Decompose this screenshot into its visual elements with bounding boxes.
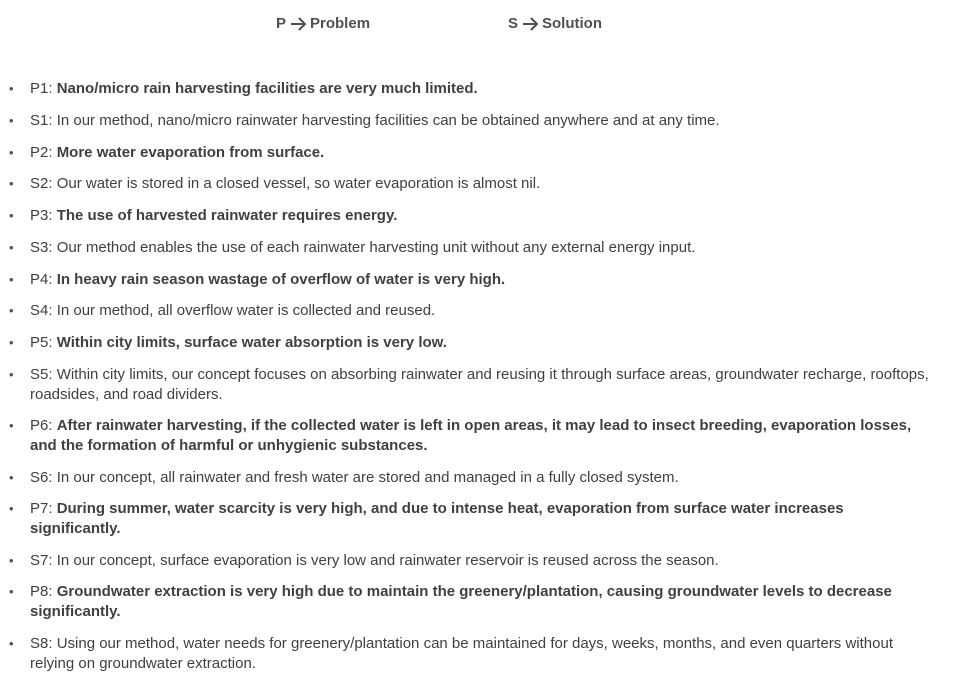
list-item (9, 468, 930, 488)
item-code: P1: (30, 80, 57, 97)
item-code: P5: (30, 334, 57, 351)
item-code: S1: (30, 112, 57, 129)
legend-solution (508, 15, 602, 32)
bullet-icon: • (9, 208, 14, 223)
item-code: S7: (30, 552, 57, 569)
item-text: Our water is stored in a closed vessel, so water evaporation is almost nil. (56, 175, 541, 192)
bullet-icon: • (9, 240, 14, 255)
list-item (9, 365, 930, 404)
bullet-icon: • (9, 553, 14, 568)
item-text: Nano/micro rain harvesting facilities are very much limited. (56, 80, 478, 97)
list-item (9, 551, 930, 571)
list-item (9, 333, 930, 353)
list-item (9, 301, 930, 321)
list-item (9, 416, 930, 455)
item-text: After rainwater harvesting, if the collected water is left in open areas, it may lead to insect breeding, evaporation losses, and the formation of harmful or unhygienic substances. (30, 417, 912, 454)
item-code: S6: (30, 469, 57, 486)
item-code: P6: (30, 417, 57, 434)
list-item (9, 174, 930, 194)
legend-problem-key: P (276, 15, 287, 32)
legend-solution-key: S (508, 15, 519, 32)
list-item (9, 143, 930, 163)
item-code: S4: (30, 302, 57, 319)
arrow-right-icon (290, 17, 307, 31)
item-code: P7: (30, 500, 57, 517)
item-text: In our concept, surface evaporation is very low and rainwater reservoir is reused across the season. (56, 552, 719, 569)
legend-solution-label: Solution (542, 15, 603, 32)
item-text: Using our method, water needs for greenery/plantation can be maintained for days, weeks, months, and even quarters without relying on groundwater extraction. (30, 635, 893, 672)
list-item (9, 79, 930, 99)
bullet-icon: • (9, 335, 14, 350)
list-item (9, 270, 930, 290)
bullet-icon: • (9, 470, 14, 485)
bullet-icon: • (9, 272, 14, 287)
item-code: S2: (30, 175, 57, 192)
item-code: P8: (30, 583, 57, 600)
list-item (9, 582, 930, 621)
item-text: In our concept, all rainwater and fresh water are stored and managed in a fully closed system. (56, 469, 679, 486)
legend-problem-label: Problem (310, 15, 371, 32)
list-item (9, 111, 930, 131)
item-code: P3: (30, 207, 57, 224)
item-text: In our method, nano/micro rainwater harvesting facilities can be obtained anywhere and at any time. (56, 112, 720, 129)
legend-problem (276, 15, 370, 32)
list-item (9, 206, 930, 226)
item-code: S5: (30, 366, 57, 383)
item-text: During summer, water scarcity is very high, and due to intense heat, evaporation from surface water increases significantly. (30, 500, 844, 537)
bullet-icon: • (9, 113, 14, 128)
item-code: P4: (30, 271, 57, 288)
item-code: S3: (30, 239, 57, 256)
item-text: Our method enables the use of each rainwater harvesting unit without any external energy input. (56, 239, 696, 256)
item-text: More water evaporation from surface. (56, 144, 325, 161)
bullet-icon: • (9, 584, 14, 599)
bullet-icon: • (9, 176, 14, 191)
bullet-icon: • (9, 145, 14, 160)
bullet-icon: • (9, 303, 14, 318)
item-text: Within city limits, our concept focuses on absorbing rainwater and reusing it through surface areas, groundwater recharge, rooftops, roadsides, and road dividers. (30, 366, 929, 403)
item-code: P2: (30, 144, 57, 161)
item-text: In heavy rain season wastage of overflow of water is very high. (56, 271, 506, 288)
arrow-right-icon (522, 17, 539, 31)
item-code: S8: (30, 635, 57, 652)
list-item (9, 499, 930, 538)
bullet-icon: • (9, 501, 14, 516)
bullet-icon: • (9, 367, 14, 382)
item-text: In our method, all overflow water is collected and reused. (56, 302, 436, 319)
item-text: The use of harvested rainwater requires energy. (56, 207, 398, 224)
bullet-icon: • (9, 81, 14, 96)
list-item (9, 634, 930, 673)
list-item (9, 238, 930, 258)
item-text: Groundwater extraction is very high due to maintain the greenery/plantation, causing groundwater levels to decrease significantly. (30, 583, 892, 620)
item-text: Within city limits, surface water absorption is very low. (56, 334, 447, 351)
bullet-icon: • (9, 636, 14, 651)
bullet-icon: • (9, 418, 14, 433)
